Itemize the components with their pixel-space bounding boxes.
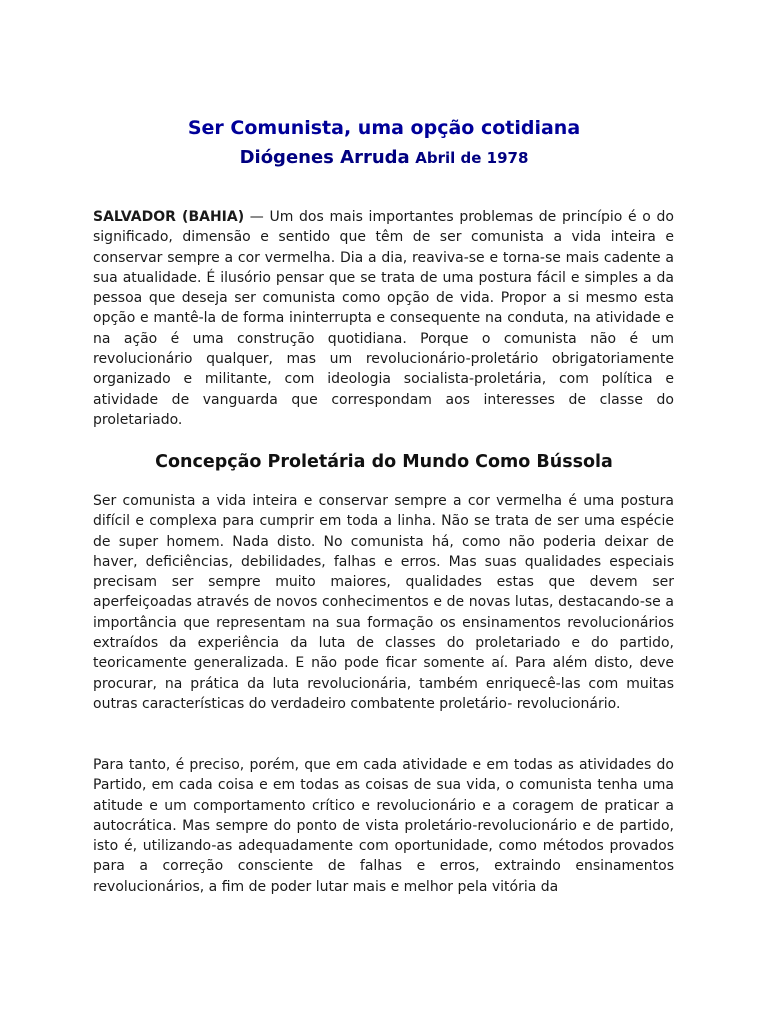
- intro-paragraph: [93, 207, 674, 430]
- intro-text: — Um dos mais importantes problemas de princípio é o do significado, dimensão e sentido que têm de ser comunista a vida inteira e conservar sempre a cor vermelha. Dia a dia, reaviva-se e torna-se mais cadente a sua atualidade. É ilusório pensar que se trata de uma postura fácil e simples a da pessoa que deseja ser comunista como opção de vida. Propor a si mesmo esta opção e mantê-la de forma ininterrupta e consequente na conduta, na atividade e na ação é uma construção quotidiana. Porque o comunista não é um revolucionário qualquer, mas um revolucionário-proletário obrigatoriamente organizado e militante, com ideologia socialista-proletária, com política e atividade de vanguarda que correspondam aos interesses de classe do proletariado.: [93, 209, 674, 428]
- byline: [0, 145, 768, 171]
- document-title: Ser Comunista, uma opção cotidiana: [187, 117, 581, 139]
- author-name: Diógenes Arruda: [239, 147, 410, 168]
- body-paragraph-2: Ser comunista a vida inteira e conservar sempre a cor vermelha é uma postura difícil e complexa para cumprir em toda a linha. Não se trata de ser uma espécie de super homem. Nada disto. No comunista há, como não poderia deixar de haver, deficiências, debilidades, falhas e erros. Mas suas qualidades especiais precisam ser sempre muito maiores, qualidades estas que devem ser aperfeiçoadas através de novos conhecimentos e de novas lutas, destacando-se a importância que representam na sua formação os ensinamentos revolucionários extraídos da experiência da luta de classes do proletariado e do partido, teoricamente generalizada. E não pode ficar somente aí. Para além disto, deve procurar, na prática da luta revolucionária, também enriquecê-las com muitas outras características do verdadeiro combatente proletário- revolucionário.: [93, 493, 674, 712]
- dateline: SALVADOR (BAHIA): [93, 209, 245, 225]
- publication-date: Abril de 1978: [415, 149, 529, 167]
- section-heading: Concepção Proletária do Mundo Como Bússola: [155, 452, 613, 472]
- body-paragraph-3: Para tanto, é preciso, porém, que em cada atividade e em todas as atividades do Partido, em cada coisa e em todas as coisas de sua vida, o comunista tenha uma atitude e um comportamento crítico e revolucionário e a coragem de praticar a autocrática. Mas sempre do ponto de vista proletário-revolucionário e de partido, isto é, utilizando-as adequadamente com oportunidade, como métodos provados para a correção consciente de falhas e erros, extraindo ensinamentos revolucionários, a fim de poder lutar mais e melhor pela vitória da: [93, 757, 674, 895]
